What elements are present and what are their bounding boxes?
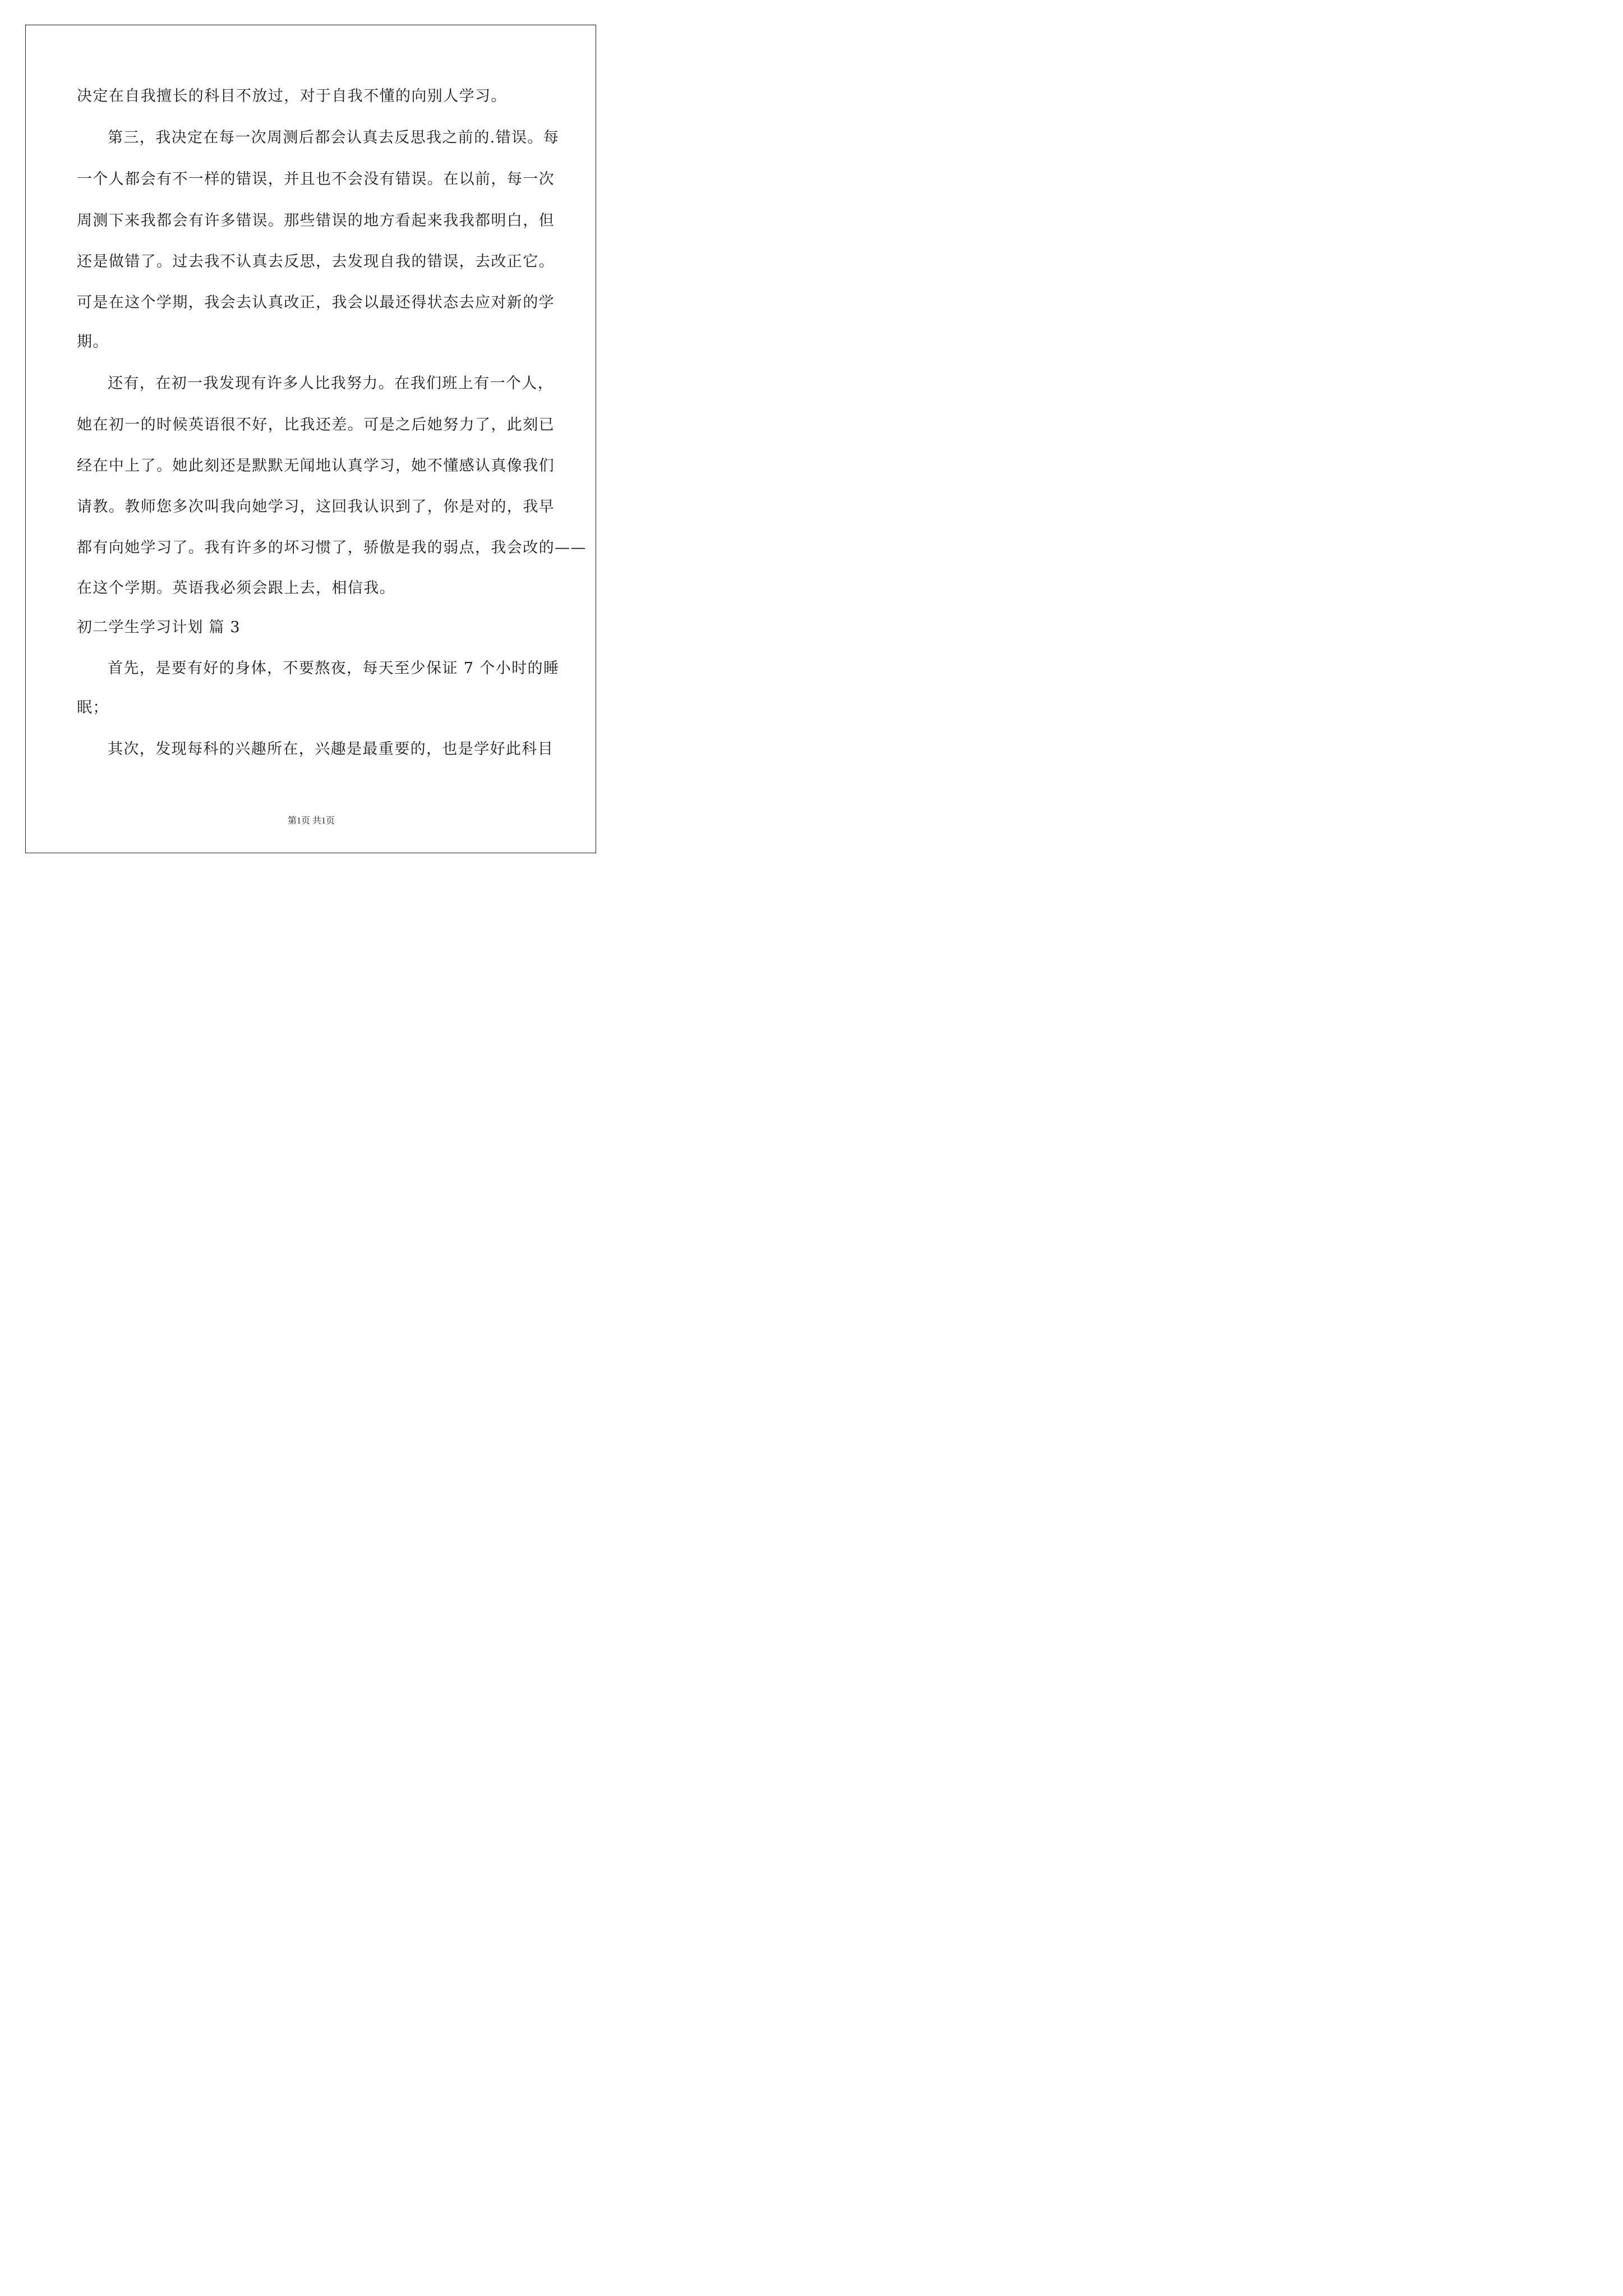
text-line: 可是在这个学期，我会去认真改正，我会以最还得状态去应对新的学 [77,294,555,311]
paragraph-start-line: 首先，是要有好的身体，不要熬夜，每天至少保证 7 个小时的睡 [108,660,560,677]
paragraph-start-line: 其次，发现每科的兴趣所在，兴趣是最重要的，也是学好此科目 [108,740,554,758]
text-line: 决定在自我擅长的科目不放过，对于自我不懂的向别人学习。 [77,88,507,105]
page-border [25,25,596,853]
text-line: 在这个学期。英语我必须会跟上去，相信我。 [77,579,395,597]
text-line: 都有向她学习了。我有许多的坏习惯了，骄傲是我的弱点，我会改的—— [77,539,587,556]
section-heading: 初二学生学习计划 篇 3 [77,619,241,636]
text-line: 眠； [77,699,109,716]
paragraph-start-line: 第三，我决定在每一次周测后都会认真去反思我之前的.错误。每 [108,129,560,146]
text-line: 经在中上了。她此刻还是默默无闻地认真学习，她不懂感认真像我们 [77,457,555,475]
text-line: 请教。教师您多次叫我向她学习，这回我认识到了，你是对的，我早 [77,498,555,516]
text-line: 一个人都会有不一样的错误，并且也不会没有错误。在以前，每一次 [77,171,555,188]
text-line: 周测下来我都会有许多错误。那些错误的地方看起来我我都明白，但 [77,212,555,229]
text-line: 还是做错了。过去我不认真去反思，去发现自我的错误，去改正它。 [77,253,555,270]
text-line: 她在初一的时候英语很不好，比我还差。可是之后她努力了，此刻已 [77,416,555,434]
paragraph-start-line: 还有，在初一我发现有许多人比我努力。在我们班上有一个人， [108,375,554,392]
page-footer: 第1页 共1页 [287,816,335,826]
text-line: 期。 [77,333,109,351]
